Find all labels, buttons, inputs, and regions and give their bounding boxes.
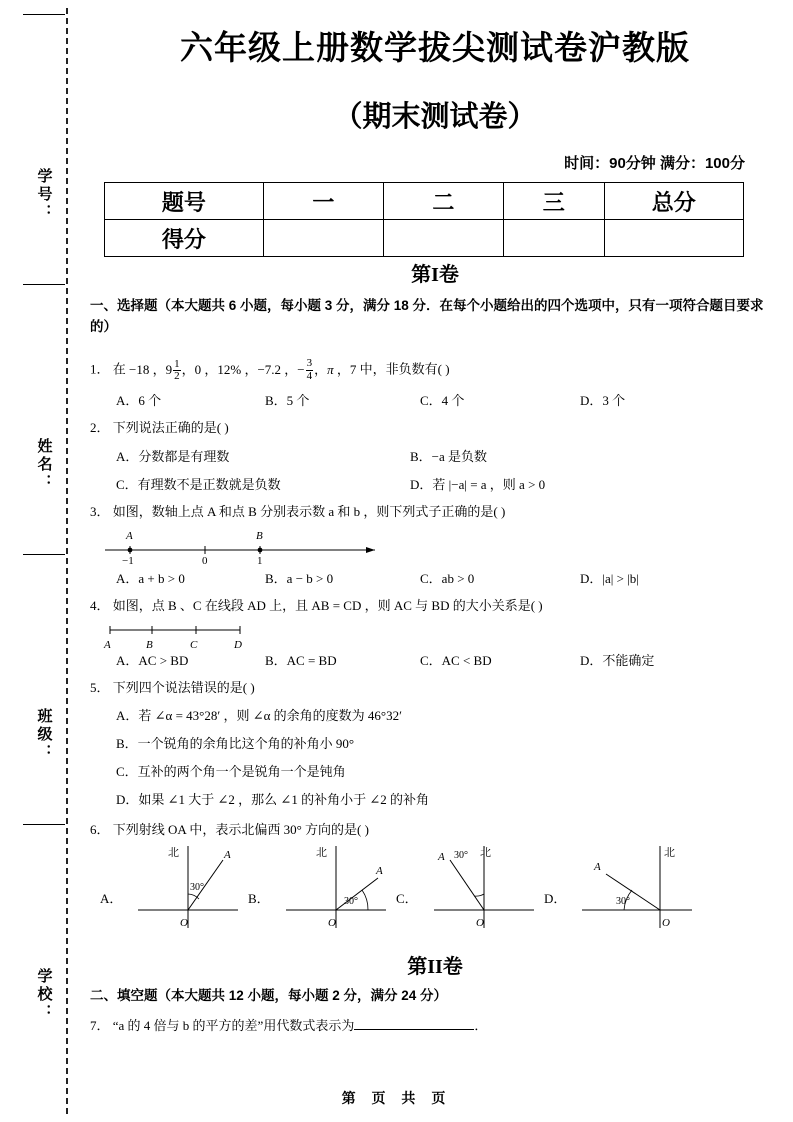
- figure-a: [128, 838, 248, 934]
- seal-divider: [23, 284, 65, 285]
- svg-text:A: A: [126, 530, 133, 542]
- score-cell-total[interactable]: [604, 220, 743, 257]
- option-b[interactable]: B．AC = BD: [265, 653, 337, 668]
- question-7-tail: ．: [474, 1018, 488, 1033]
- question-5-option-d[interactable]: D．如果 ∠1 大于 ∠2 ，那么 ∠1 的补角小于 ∠2 的补角: [116, 792, 429, 807]
- svg-text:北: 北: [316, 847, 327, 859]
- svg-text:O: O: [476, 917, 484, 929]
- part1-heading: 一、选择题（本大题共 6 小题，每小题 3 分，满分 18 分．在每个小题给出的四个选项中，只有一项符合题目要求的）: [90, 298, 764, 334]
- seal-divider: [23, 554, 65, 555]
- svg-text:A: A: [438, 851, 445, 863]
- svg-text:30°: 30°: [344, 896, 358, 907]
- option-b-label[interactable]: B．: [248, 891, 270, 906]
- section-heading-2: 第II卷: [407, 956, 463, 978]
- svg-text:−1: −1: [122, 555, 134, 566]
- question-4-number: 4．: [90, 598, 110, 613]
- svg-text:O: O: [328, 917, 336, 929]
- svg-text:0: 0: [202, 555, 208, 566]
- exam-meta: 时间：90分钟 满分：100分: [564, 155, 745, 172]
- svg-text:O: O: [180, 917, 188, 929]
- seal-divider: [23, 14, 65, 15]
- option-a[interactable]: A．分数都是有理数: [116, 449, 230, 464]
- question-1-number: 1．: [90, 361, 110, 377]
- question-4-options: [90, 650, 780, 670]
- option-b[interactable]: B．a − b > 0: [265, 571, 334, 586]
- question-3-number-line-figure: [100, 522, 380, 566]
- svg-text:A: A: [104, 639, 111, 651]
- svg-text:B: B: [256, 530, 263, 542]
- score-cell-part3[interactable]: [503, 220, 604, 257]
- svg-text:30°: 30°: [190, 882, 204, 893]
- score-header-label: 题号: [105, 183, 264, 220]
- question-5-number: 5．: [90, 680, 110, 695]
- option-a[interactable]: A．a + b > 0: [116, 571, 185, 586]
- option-d-label[interactable]: D．: [544, 891, 567, 906]
- figure-d: [572, 838, 702, 934]
- score-cell-part2[interactable]: [383, 220, 503, 257]
- answer-blank[interactable]: [354, 1029, 474, 1030]
- figure-c: [424, 838, 544, 934]
- page-subtitle: （期末测试卷）: [333, 101, 537, 133]
- question-2: [90, 418, 780, 438]
- question-6-figures: [100, 838, 770, 938]
- option-c[interactable]: C．AC < BD: [420, 653, 492, 668]
- question-7: [90, 1016, 780, 1036]
- question-2-options-row2: [90, 474, 780, 494]
- seal-label-name: 姓名：: [35, 438, 53, 492]
- svg-text:D: D: [234, 639, 242, 651]
- seal-label-student-id: 学号：: [35, 168, 53, 222]
- score-row-label: 得分: [105, 220, 264, 257]
- question-6: [90, 820, 780, 840]
- option-c[interactable]: C．有理数不是正数就是负数: [116, 477, 281, 492]
- svg-text:30°: 30°: [454, 850, 468, 861]
- svg-text:北: 北: [168, 847, 179, 859]
- table-row: [105, 183, 744, 220]
- question-6-stem: 下列射线 OA 中，表示北偏西 30° 方向的是( ): [112, 822, 369, 837]
- score-header-part2: 二: [383, 183, 503, 220]
- option-d[interactable]: D．不能确定: [580, 653, 655, 668]
- seal-label-class: 班级：: [35, 708, 53, 762]
- question-4: [90, 596, 780, 616]
- question-7-number: 7．: [90, 1018, 110, 1033]
- option-b[interactable]: B．−a 是负数: [410, 449, 488, 464]
- svg-text:B: B: [146, 639, 153, 651]
- question-1: [90, 358, 780, 383]
- question-2-stem: 下列说法正确的是( ): [112, 420, 229, 435]
- question-4-stem: 如图，点 B 、C 在线段 AD 上，且 AB = CD ，则 AC 与 BD 的大小关系是( ): [112, 598, 543, 613]
- svg-text:北: 北: [480, 847, 491, 859]
- svg-text:A: A: [224, 849, 231, 861]
- question-3: [90, 502, 780, 522]
- svg-text:C: C: [190, 639, 198, 651]
- option-b[interactable]: B．5 个: [265, 393, 310, 408]
- seal-label-school: 学校：: [35, 968, 53, 1022]
- option-c[interactable]: C．ab > 0: [420, 571, 475, 586]
- option-d[interactable]: D．若 |−a| = a ，则 a > 0: [410, 477, 546, 492]
- question-3-options: [90, 568, 780, 588]
- svg-text:30°: 30°: [616, 896, 630, 907]
- svg-text:O: O: [662, 917, 670, 929]
- question-3-number: 3．: [90, 504, 110, 519]
- question-1-stem-post: 中，非负数有( ): [359, 361, 450, 377]
- score-header-part1: 一: [263, 183, 383, 220]
- svg-text:北: 北: [664, 847, 675, 859]
- page-title: 六年级上册数学拔尖测试卷沪教版: [180, 29, 690, 66]
- seal-dashed-line: [66, 8, 68, 1114]
- option-a[interactable]: A．6 个: [116, 393, 162, 408]
- option-d[interactable]: D．|a| > |b|: [580, 571, 639, 586]
- question-5-stem: 下列四个说法错误的是( ): [112, 680, 255, 695]
- section-heading-1: 第I卷: [411, 264, 459, 286]
- option-d[interactable]: D．3 个: [580, 393, 626, 408]
- option-c-label[interactable]: C．: [396, 891, 418, 906]
- score-header-total: 总分: [604, 183, 743, 220]
- score-cell-part1[interactable]: [263, 220, 383, 257]
- option-a[interactable]: A．AC > BD: [116, 653, 189, 668]
- question-7-stem: “a 的 4 倍与 b 的平方的差”用代数式表示为: [112, 1018, 355, 1033]
- question-5-option-a[interactable]: A．若 ∠α = 43°28′ ，则 ∠α 的余角的度数为 46°32′: [116, 708, 402, 723]
- option-c[interactable]: C．4 个: [420, 393, 465, 408]
- question-5: [90, 678, 780, 698]
- svg-text:A: A: [376, 865, 383, 877]
- seal-divider: [23, 824, 65, 825]
- question-5-option-b[interactable]: B．一个锐角的余角比这个角的补角小 90°: [116, 736, 355, 751]
- question-1-options: [90, 390, 780, 410]
- score-header-part3: 三: [503, 183, 604, 220]
- figure-b: [276, 838, 396, 934]
- option-a-label[interactable]: A．: [100, 891, 123, 906]
- svg-text:1: 1: [257, 555, 263, 566]
- score-table: [104, 182, 744, 257]
- question-1-stem-pre: 在: [112, 361, 126, 377]
- question-4-segment-figure: [100, 616, 260, 652]
- question-2-options-row1: [90, 446, 780, 466]
- question-2-number: 2．: [90, 420, 110, 435]
- part2-heading: 二、填空题（本大题共 12 小题，每小题 2 分，满分 24 分）: [90, 988, 448, 1003]
- question-3-stem: 如图，数轴上点 A 和点 B 分别表示数 a 和 b ，则下列式子正确的是( ): [112, 504, 506, 519]
- question-5-option-c[interactable]: C．互补的两个角一个是锐角一个是钝角: [116, 764, 346, 779]
- table-row: [105, 220, 744, 257]
- svg-text:A: A: [594, 861, 601, 873]
- seal-label-column: [22, 8, 66, 1114]
- question-6-number: 6．: [90, 822, 110, 837]
- question-1-items: −18 ，9 $\frac{1}{2}$ ，0 ，12% ，−7.2 ，− $\frac{3}{4}$ ，π ，7: [129, 357, 360, 383]
- page-footer: 第 页 共 页: [341, 1090, 452, 1106]
